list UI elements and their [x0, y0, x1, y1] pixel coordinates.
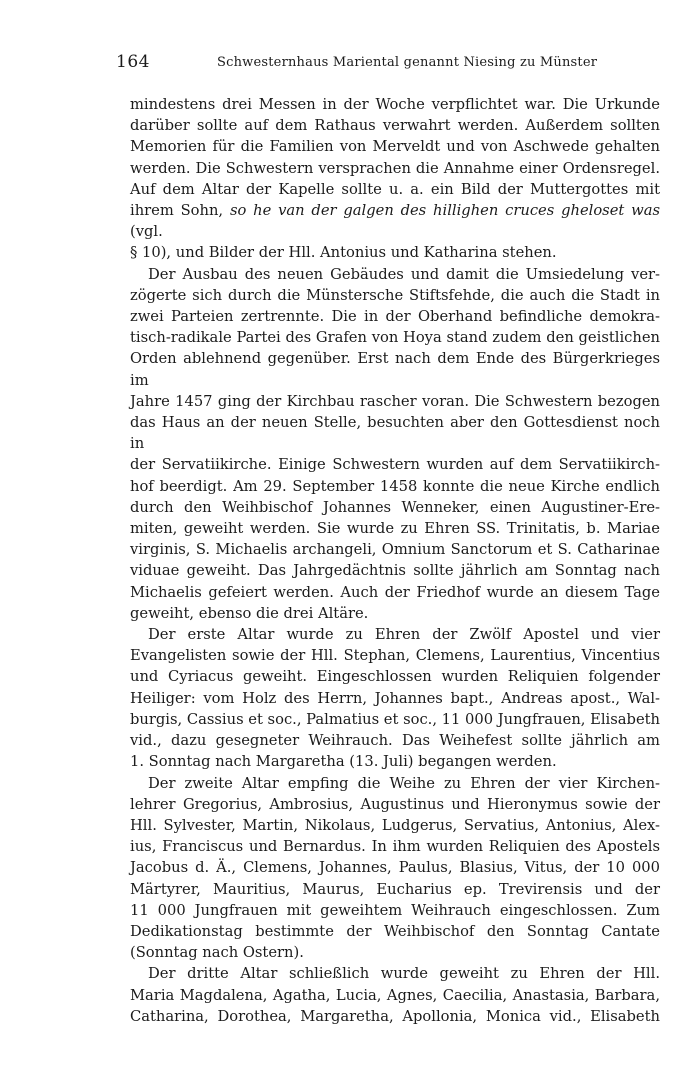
text-line: Der zweite Altar empfing die Weihe zu Ehren der vier Kirchen- [148, 774, 660, 792]
text-line: zögerte sich durch die Münstersche Stiftsfehde, die auch die Stadt in [130, 286, 660, 304]
text-line: Maria Magdalena, Agatha, Lucia, Agnes, Caecilia, Anastasia, Barbara, [130, 986, 660, 1004]
text-line: viduae geweiht. Das Jahrgedächtnis sollte jährlich am Sonntag nach [130, 562, 660, 580]
text-line: Jacobus d. Ä., Clemens, Johannes, Paulus, Blasius, Vitus, der 10 000 [130, 859, 660, 877]
text-line: das Haus an der neuen Stelle, besuchten aber den Gottesdienst noch in [130, 414, 660, 453]
text-line: lehrer Gregorius, Ambrosius, Augustinus und Hieronymus sowie der [130, 795, 660, 813]
text-line-with-quote [130, 200, 660, 242]
italic-quote: so he van der galgen des hillighen cruces gheloset was [229, 202, 661, 220]
paragraph-5 [130, 963, 660, 1027]
text-line: § 10), und Bilder der Hll. Antonius und Katharina stehen. [130, 244, 557, 262]
text-line: Memorien für die Familien von Merveldt und von Aschwede gehalten [130, 138, 660, 156]
text-fragment: (vgl. [130, 223, 163, 241]
text-line: tisch-radikale Partei des Grafen von Hoya stand zudem den geistlichen [130, 329, 660, 347]
text-line: und Cyriacus geweiht. Eingeschlossen wurden Reliquien folgender [130, 668, 660, 686]
text-line: Märtyrer, Mauritius, Maurus, Eucharius ep. Trevirensis und der [130, 880, 660, 898]
text-line: der Servatiikirche. Einige Schwestern wurden auf dem Servatiikirch- [130, 456, 660, 474]
text-line: Catharina, Dorothea, Margaretha, Apollonia, Monica vid., Elisabeth [130, 1007, 660, 1025]
text-line: werden. Die Schwestern versprachen die Annahme einer Ordensregel. [130, 159, 660, 177]
text-line: zwei Parteien zertrennte. Die in der Oberhand befindliche demokra- [130, 308, 660, 326]
text-line: Der erste Altar wurde zu Ehren der Zwölf Apostel und vier [148, 626, 660, 644]
text-line: ius, Franciscus und Bernardus. In ihm wurden Reliquien des Apostels [130, 838, 660, 856]
text-line: Evangelisten sowie der Hll. Stephan, Clemens, Laurentius, Vincentius [130, 647, 660, 665]
text-line: Michaelis gefeiert werden. Auch der Friedhof wurde an diesem Tage [130, 583, 660, 601]
text-line: Der Ausbau des neuen Gebäudes und damit die Umsiedelung ver- [148, 265, 660, 283]
paragraph-4 [130, 773, 660, 964]
text-line: Hll. Sylvester, Martin, Nikolaus, Ludgerus, Servatius, Antonius, Alex- [130, 816, 660, 834]
text-line: Jahre 1457 ging der Kirchbau rascher voran. Die Schwestern bezogen [130, 392, 660, 410]
text-line: mindestens drei Messen in der Woche verpflichtet war. Die Urkunde [130, 96, 660, 113]
text-line: (Sonntag nach Ostern). [130, 944, 304, 962]
page-number: 164 [116, 52, 150, 72]
text-fragment: ihrem Sohn, [130, 202, 230, 220]
text-line: Der dritte Altar schließlich wurde geweiht zu Ehren der Hll. [148, 965, 660, 983]
paragraph-3 [130, 624, 660, 772]
text-line: hof beerdigt. Am 29. September 1458 konnte die neue Kirche endlich [130, 477, 660, 495]
text-line: miten, geweiht werden. Sie wurde zu Ehren SS. Trinitatis, b. Mariae [130, 520, 660, 538]
text-line: durch den Weihbischof Johannes Wenneker, einen Augustiner-Ere- [130, 498, 660, 516]
text-line: 1. Sonntag nach Margaretha (13. Juli) begangen werden. [130, 753, 557, 771]
text-line: Dedikationstag bestimmte der Weihbischof den Sonntag Cantate [130, 922, 660, 940]
body-text [130, 94, 660, 1027]
paragraph-1 [130, 94, 660, 264]
text-line: Heiliger: vom Holz des Herrn, Johannes bapt., Andreas apost., Wal- [130, 689, 660, 707]
text-line: 11 000 Jungfrauen mit geweihtem Weihrauch eingeschlossen. Zum [130, 901, 660, 919]
running-head: Schwesternhaus Mariental genannt Niesing zu Münster [217, 55, 598, 70]
text-line: burgis, Cassius et soc., Palmatius et soc., 11 000 Jungfrauen, Elisabeth [130, 710, 660, 728]
text-line: geweiht, ebenso die drei Altäre. [130, 604, 369, 622]
text-line: virginis, S. Michaelis archangeli, Omnium Sanctorum et S. Catharinae [130, 541, 660, 559]
text-line: Auf dem Altar der Kapelle sollte u. a. ein Bild der Muttergottes mit [130, 180, 660, 198]
text-line: Orden ablehnend gegenüber. Erst nach dem Ende des Bürgerkrieges im [130, 350, 660, 389]
paragraph-2 [130, 264, 660, 624]
text-line: vid., dazu gesegneter Weihrauch. Das Weihefest sollte jährlich am [130, 732, 660, 750]
text-line: darüber sollte auf dem Rathaus verwahrt werden. Außerdem sollten [130, 117, 660, 135]
